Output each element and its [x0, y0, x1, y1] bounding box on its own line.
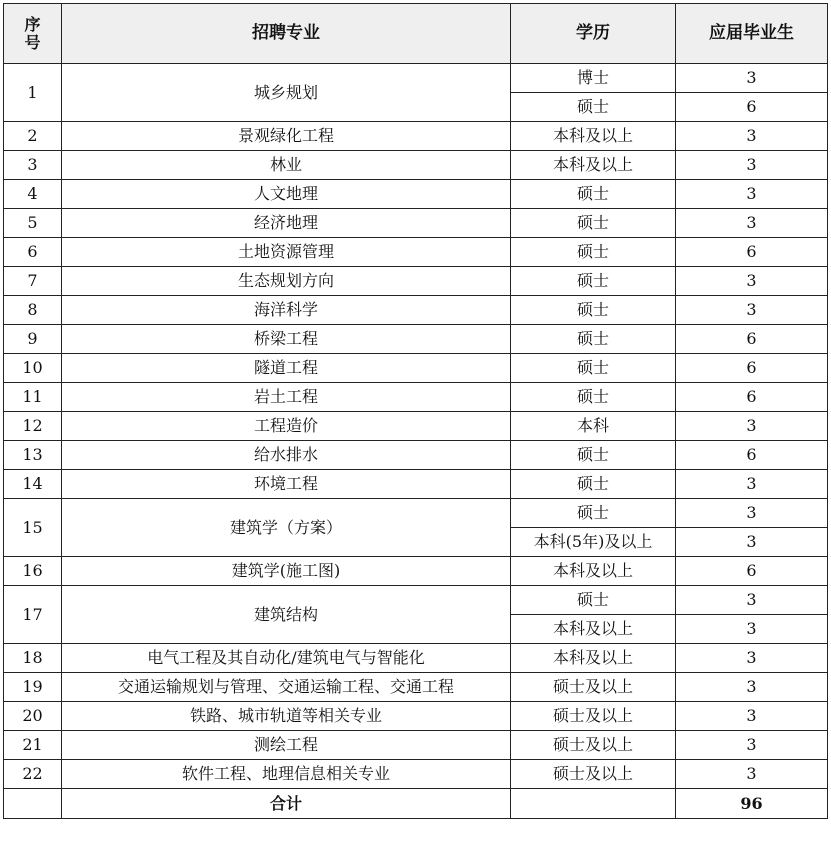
row-index: 19 — [4, 673, 62, 702]
row-degree: 本科及以上 — [511, 151, 676, 180]
table-row — [4, 499, 828, 528]
row-index: 1 — [4, 64, 62, 122]
total-degree-cell — [511, 789, 676, 819]
header-major: 招聘专业 — [62, 4, 511, 64]
row-index: 13 — [4, 441, 62, 470]
row-degree: 硕士及以上 — [511, 702, 676, 731]
row-count: 3 — [676, 644, 828, 673]
row-major: 建筑学(施工图) — [62, 557, 511, 586]
total-label: 合计 — [62, 789, 511, 819]
row-major: 软件工程、地理信息相关专业 — [62, 760, 511, 789]
row-major: 城乡规划 — [62, 64, 511, 122]
row-index: 9 — [4, 325, 62, 354]
row-degree: 博士 — [511, 64, 676, 93]
table-row — [4, 731, 828, 760]
row-major: 建筑结构 — [62, 586, 511, 644]
row-degree: 本科 — [511, 412, 676, 441]
row-major: 生态规划方向 — [62, 267, 511, 296]
row-count: 6 — [676, 383, 828, 412]
row-count: 3 — [676, 615, 828, 644]
row-count: 3 — [676, 673, 828, 702]
row-index: 16 — [4, 557, 62, 586]
row-degree: 硕士 — [511, 325, 676, 354]
row-index: 5 — [4, 209, 62, 238]
header-count: 应届毕业生 — [676, 4, 828, 64]
row-index: 6 — [4, 238, 62, 267]
row-count: 3 — [676, 470, 828, 499]
row-major: 经济地理 — [62, 209, 511, 238]
row-index: 17 — [4, 586, 62, 644]
row-count: 6 — [676, 93, 828, 122]
row-count: 3 — [676, 64, 828, 93]
row-degree: 硕士 — [511, 209, 676, 238]
row-count: 3 — [676, 499, 828, 528]
row-degree: 本科及以上 — [511, 644, 676, 673]
row-count: 3 — [676, 180, 828, 209]
row-count: 3 — [676, 760, 828, 789]
row-major: 岩土工程 — [62, 383, 511, 412]
total-index-cell — [4, 789, 62, 819]
row-degree: 硕士及以上 — [511, 760, 676, 789]
row-degree: 硕士 — [511, 441, 676, 470]
table-row — [4, 470, 828, 499]
row-degree: 本科(5年)及以上 — [511, 528, 676, 557]
row-major: 铁路、城市轨道等相关专业 — [62, 702, 511, 731]
row-degree: 硕士 — [511, 180, 676, 209]
table-row — [4, 586, 828, 615]
row-index: 10 — [4, 354, 62, 383]
row-count: 6 — [676, 325, 828, 354]
table-row — [4, 296, 828, 325]
row-major: 工程造价 — [62, 412, 511, 441]
row-count: 6 — [676, 441, 828, 470]
row-major: 桥梁工程 — [62, 325, 511, 354]
row-major: 建筑学（方案） — [62, 499, 511, 557]
table-row — [4, 673, 828, 702]
total-row — [4, 789, 828, 819]
row-count: 3 — [676, 528, 828, 557]
row-degree: 硕士 — [511, 383, 676, 412]
table-row — [4, 441, 828, 470]
row-major: 景观绿化工程 — [62, 122, 511, 151]
row-degree: 硕士 — [511, 586, 676, 615]
row-count: 3 — [676, 122, 828, 151]
row-major: 人文地理 — [62, 180, 511, 209]
table-row — [4, 209, 828, 238]
table-row — [4, 325, 828, 354]
table-row — [4, 557, 828, 586]
row-count: 6 — [676, 354, 828, 383]
row-index: 18 — [4, 644, 62, 673]
row-index: 4 — [4, 180, 62, 209]
row-count: 6 — [676, 238, 828, 267]
table-row — [4, 267, 828, 296]
row-count: 3 — [676, 702, 828, 731]
row-major: 林业 — [62, 151, 511, 180]
row-major: 给水排水 — [62, 441, 511, 470]
row-major: 海洋科学 — [62, 296, 511, 325]
row-degree: 硕士及以上 — [511, 673, 676, 702]
row-count: 3 — [676, 731, 828, 760]
row-index: 11 — [4, 383, 62, 412]
row-major: 环境工程 — [62, 470, 511, 499]
row-degree: 硕士 — [511, 93, 676, 122]
table-row — [4, 180, 828, 209]
row-index: 22 — [4, 760, 62, 789]
row-index: 20 — [4, 702, 62, 731]
table-row — [4, 702, 828, 731]
row-major: 交通运输规划与管理、交通运输工程、交通工程 — [62, 673, 511, 702]
row-count: 3 — [676, 296, 828, 325]
header-index — [4, 4, 62, 64]
table-row — [4, 122, 828, 151]
header-degree: 学历 — [511, 4, 676, 64]
row-degree: 本科及以上 — [511, 122, 676, 151]
header-index-line1: 序 — [24, 14, 41, 34]
row-index: 2 — [4, 122, 62, 151]
row-index: 12 — [4, 412, 62, 441]
row-degree: 硕士 — [511, 354, 676, 383]
header-index-line2: 号 — [24, 32, 41, 52]
row-major: 电气工程及其自动化/建筑电气与智能化 — [62, 644, 511, 673]
row-index: 7 — [4, 267, 62, 296]
row-degree: 硕士 — [511, 499, 676, 528]
row-major: 测绘工程 — [62, 731, 511, 760]
row-degree: 硕士 — [511, 267, 676, 296]
table-row — [4, 354, 828, 383]
table-row — [4, 64, 828, 93]
table-row — [4, 383, 828, 412]
row-count: 3 — [676, 586, 828, 615]
row-degree: 本科及以上 — [511, 557, 676, 586]
row-count: 3 — [676, 209, 828, 238]
table-row — [4, 412, 828, 441]
row-index: 3 — [4, 151, 62, 180]
row-count: 3 — [676, 412, 828, 441]
row-degree: 硕士 — [511, 470, 676, 499]
row-count: 6 — [676, 557, 828, 586]
row-degree: 硕士 — [511, 238, 676, 267]
row-degree: 本科及以上 — [511, 615, 676, 644]
row-index: 14 — [4, 470, 62, 499]
row-major: 土地资源管理 — [62, 238, 511, 267]
row-index: 15 — [4, 499, 62, 557]
row-index: 8 — [4, 296, 62, 325]
table-header-row — [4, 4, 828, 64]
total-count: 96 — [676, 789, 828, 819]
table-row — [4, 151, 828, 180]
table-body — [4, 64, 828, 789]
table-row — [4, 644, 828, 673]
recruitment-table — [3, 3, 828, 819]
row-degree: 硕士 — [511, 296, 676, 325]
row-count: 3 — [676, 267, 828, 296]
table-row — [4, 238, 828, 267]
row-degree: 硕士及以上 — [511, 731, 676, 760]
row-index: 21 — [4, 731, 62, 760]
table-row — [4, 760, 828, 789]
row-major: 隧道工程 — [62, 354, 511, 383]
row-count: 3 — [676, 151, 828, 180]
